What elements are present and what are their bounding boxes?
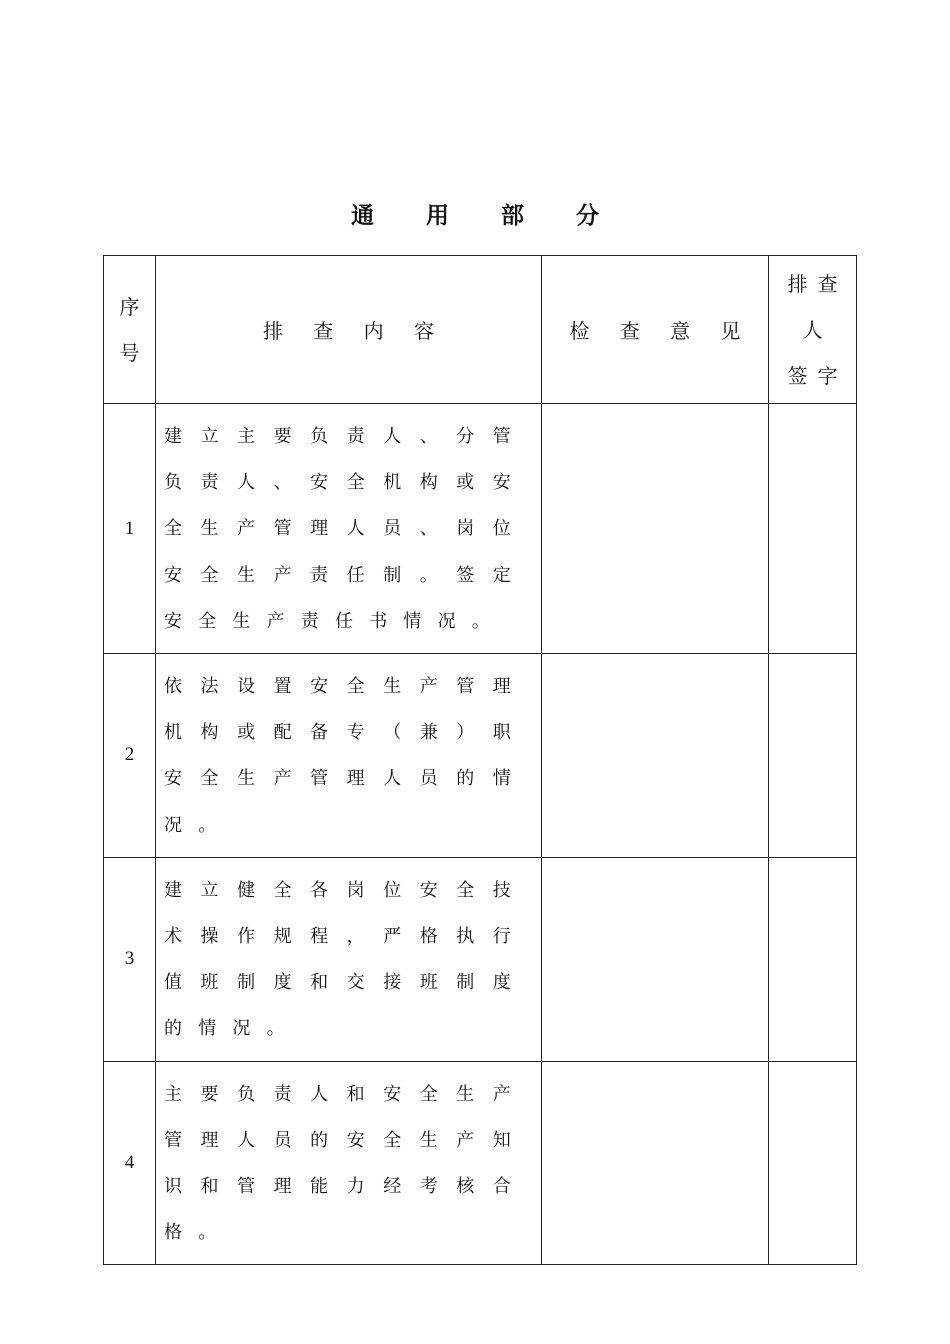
row-opinion-field[interactable] (542, 654, 769, 858)
row-seq: 3 (104, 857, 156, 1061)
header-signer-line-1: 排查 (787, 271, 848, 296)
row-opinion-field[interactable] (542, 857, 769, 1061)
header-opinion: 检 查 意 见 (542, 256, 769, 404)
table-row (104, 857, 857, 1061)
header-seq-line-2: 号 (119, 340, 140, 365)
row-seq: 4 (104, 1061, 156, 1265)
row-signer-field[interactable] (769, 1061, 857, 1265)
header-signer (769, 256, 857, 404)
row-content: 依法设置安全生产管理机构或配备专（兼）职安全生产管理人员的情况。 (156, 654, 542, 858)
table-header-row (104, 256, 857, 404)
header-seq (104, 256, 156, 404)
row-content: 建立主要负责人、分管负责人、安全机构或安全生产管理人员、岗位安全生产责任制。签定安全生产责任书情况。 (156, 404, 542, 654)
table-row (104, 404, 857, 654)
row-content: 主要负责人和安全生产管理人员的安全生产知识和管理能力经考核合格。 (156, 1061, 542, 1265)
row-seq: 2 (104, 654, 156, 858)
header-seq-line-1: 序 (119, 294, 140, 319)
header-signer-line-2: 人 (802, 317, 833, 342)
header-signer-line-3: 签字 (787, 363, 848, 388)
row-content: 建立健全各岗位安全技术操作规程，严格执行值班制度和交接班制度的情况。 (156, 857, 542, 1061)
row-signer-field[interactable] (769, 404, 857, 654)
header-content: 排 查 内 容 (156, 256, 542, 404)
row-signer-field[interactable] (769, 857, 857, 1061)
row-opinion-field[interactable] (542, 404, 769, 654)
inspection-table (103, 255, 857, 1265)
table-row (104, 654, 857, 858)
table-row (104, 1061, 857, 1265)
row-opinion-field[interactable] (542, 1061, 769, 1265)
row-seq: 1 (104, 404, 156, 654)
page-title: 通 用 部 分 (350, 203, 622, 229)
row-signer-field[interactable] (769, 654, 857, 858)
